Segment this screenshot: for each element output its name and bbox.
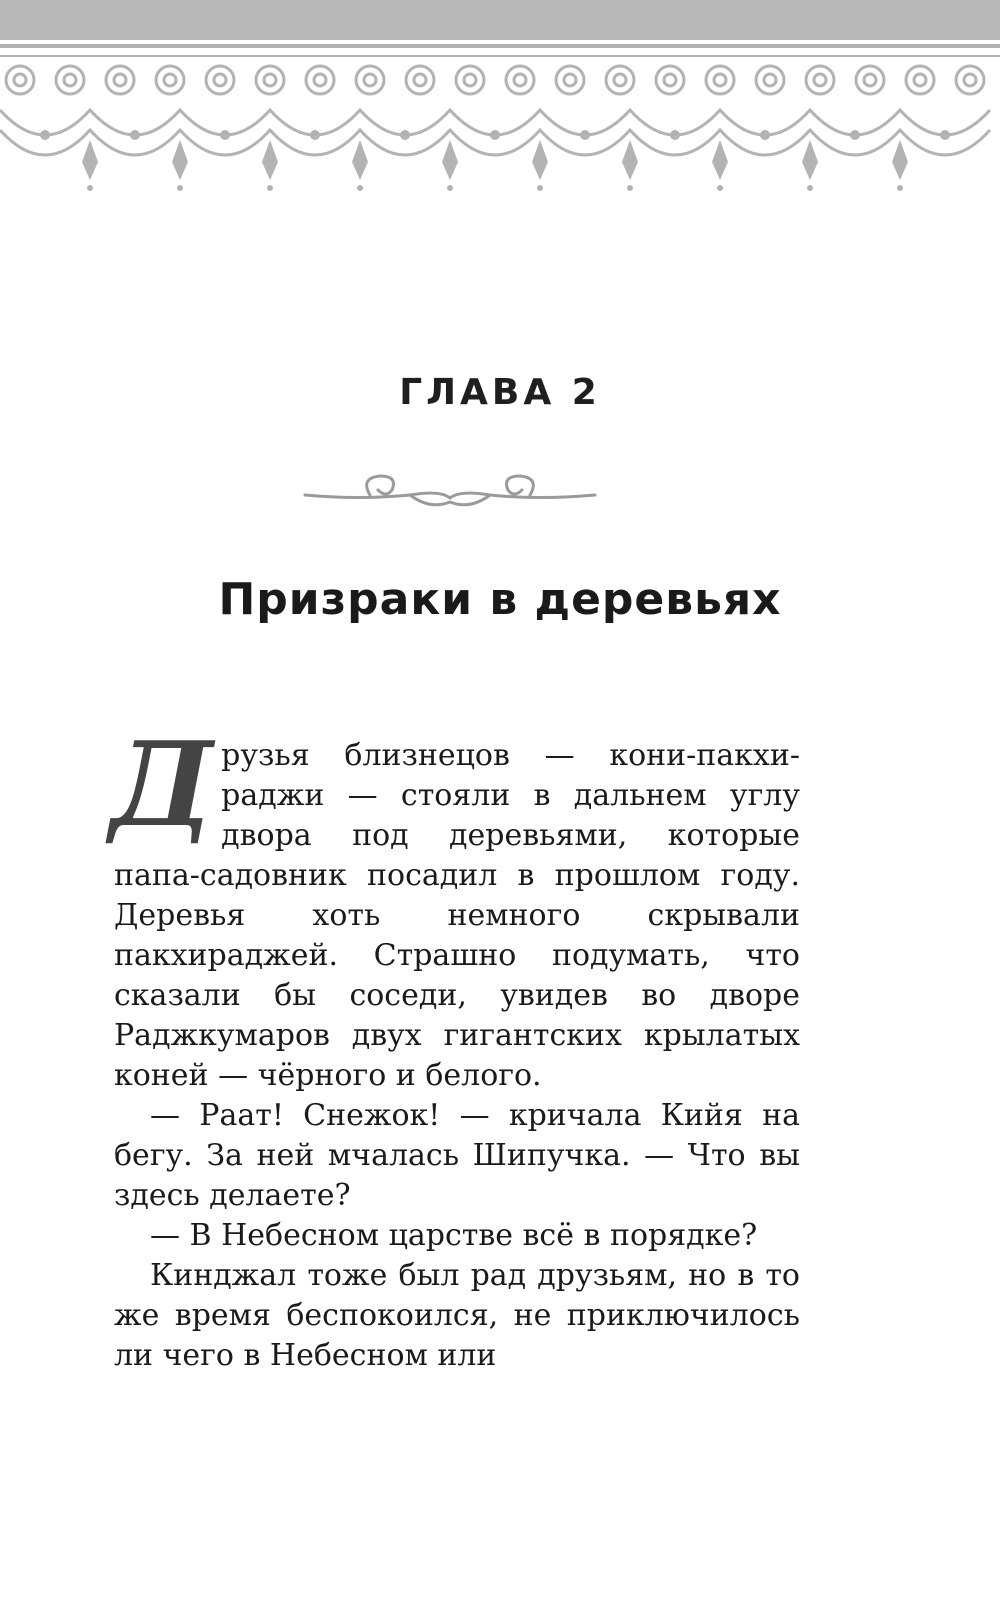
lace-ornament-icon: [0, 40, 1000, 200]
paragraph: — Раат! Снежок! — кричала Кийя на бегу. За ней мчалась Шипучка. — Что вы здесь делаете?: [114, 1098, 800, 1213]
paragraph-text: рузья близнецов — кони-пакхираджи — стояли в дальнем углу двора под деревьями, которые папа-садовник посадил в прошлом году. Деревья хоть немного скрывали пакхираджей. Страшно подумать, что сказали бы соседи, увидев во дворе Раджкумаров двух гигантских крылатых коней — чёрного и белого.: [114, 738, 800, 1093]
flourish-divider-icon: [300, 470, 600, 520]
paragraph: [110, 700, 800, 1096]
header-band: [0, 0, 1000, 40]
chapter-label: ГЛАВА 2: [399, 372, 601, 413]
paragraph: — В Небесном царстве всё в порядке?: [150, 1218, 758, 1253]
drop-cap: Д: [110, 717, 214, 853]
body-text: [110, 700, 800, 1376]
chapter-title: Призраки в деревьях: [218, 574, 782, 625]
paragraph: Кинджал тоже был рад друзьям, но в то же время беспокоился, не приключилось ли чего в Небесном или: [114, 1258, 800, 1373]
